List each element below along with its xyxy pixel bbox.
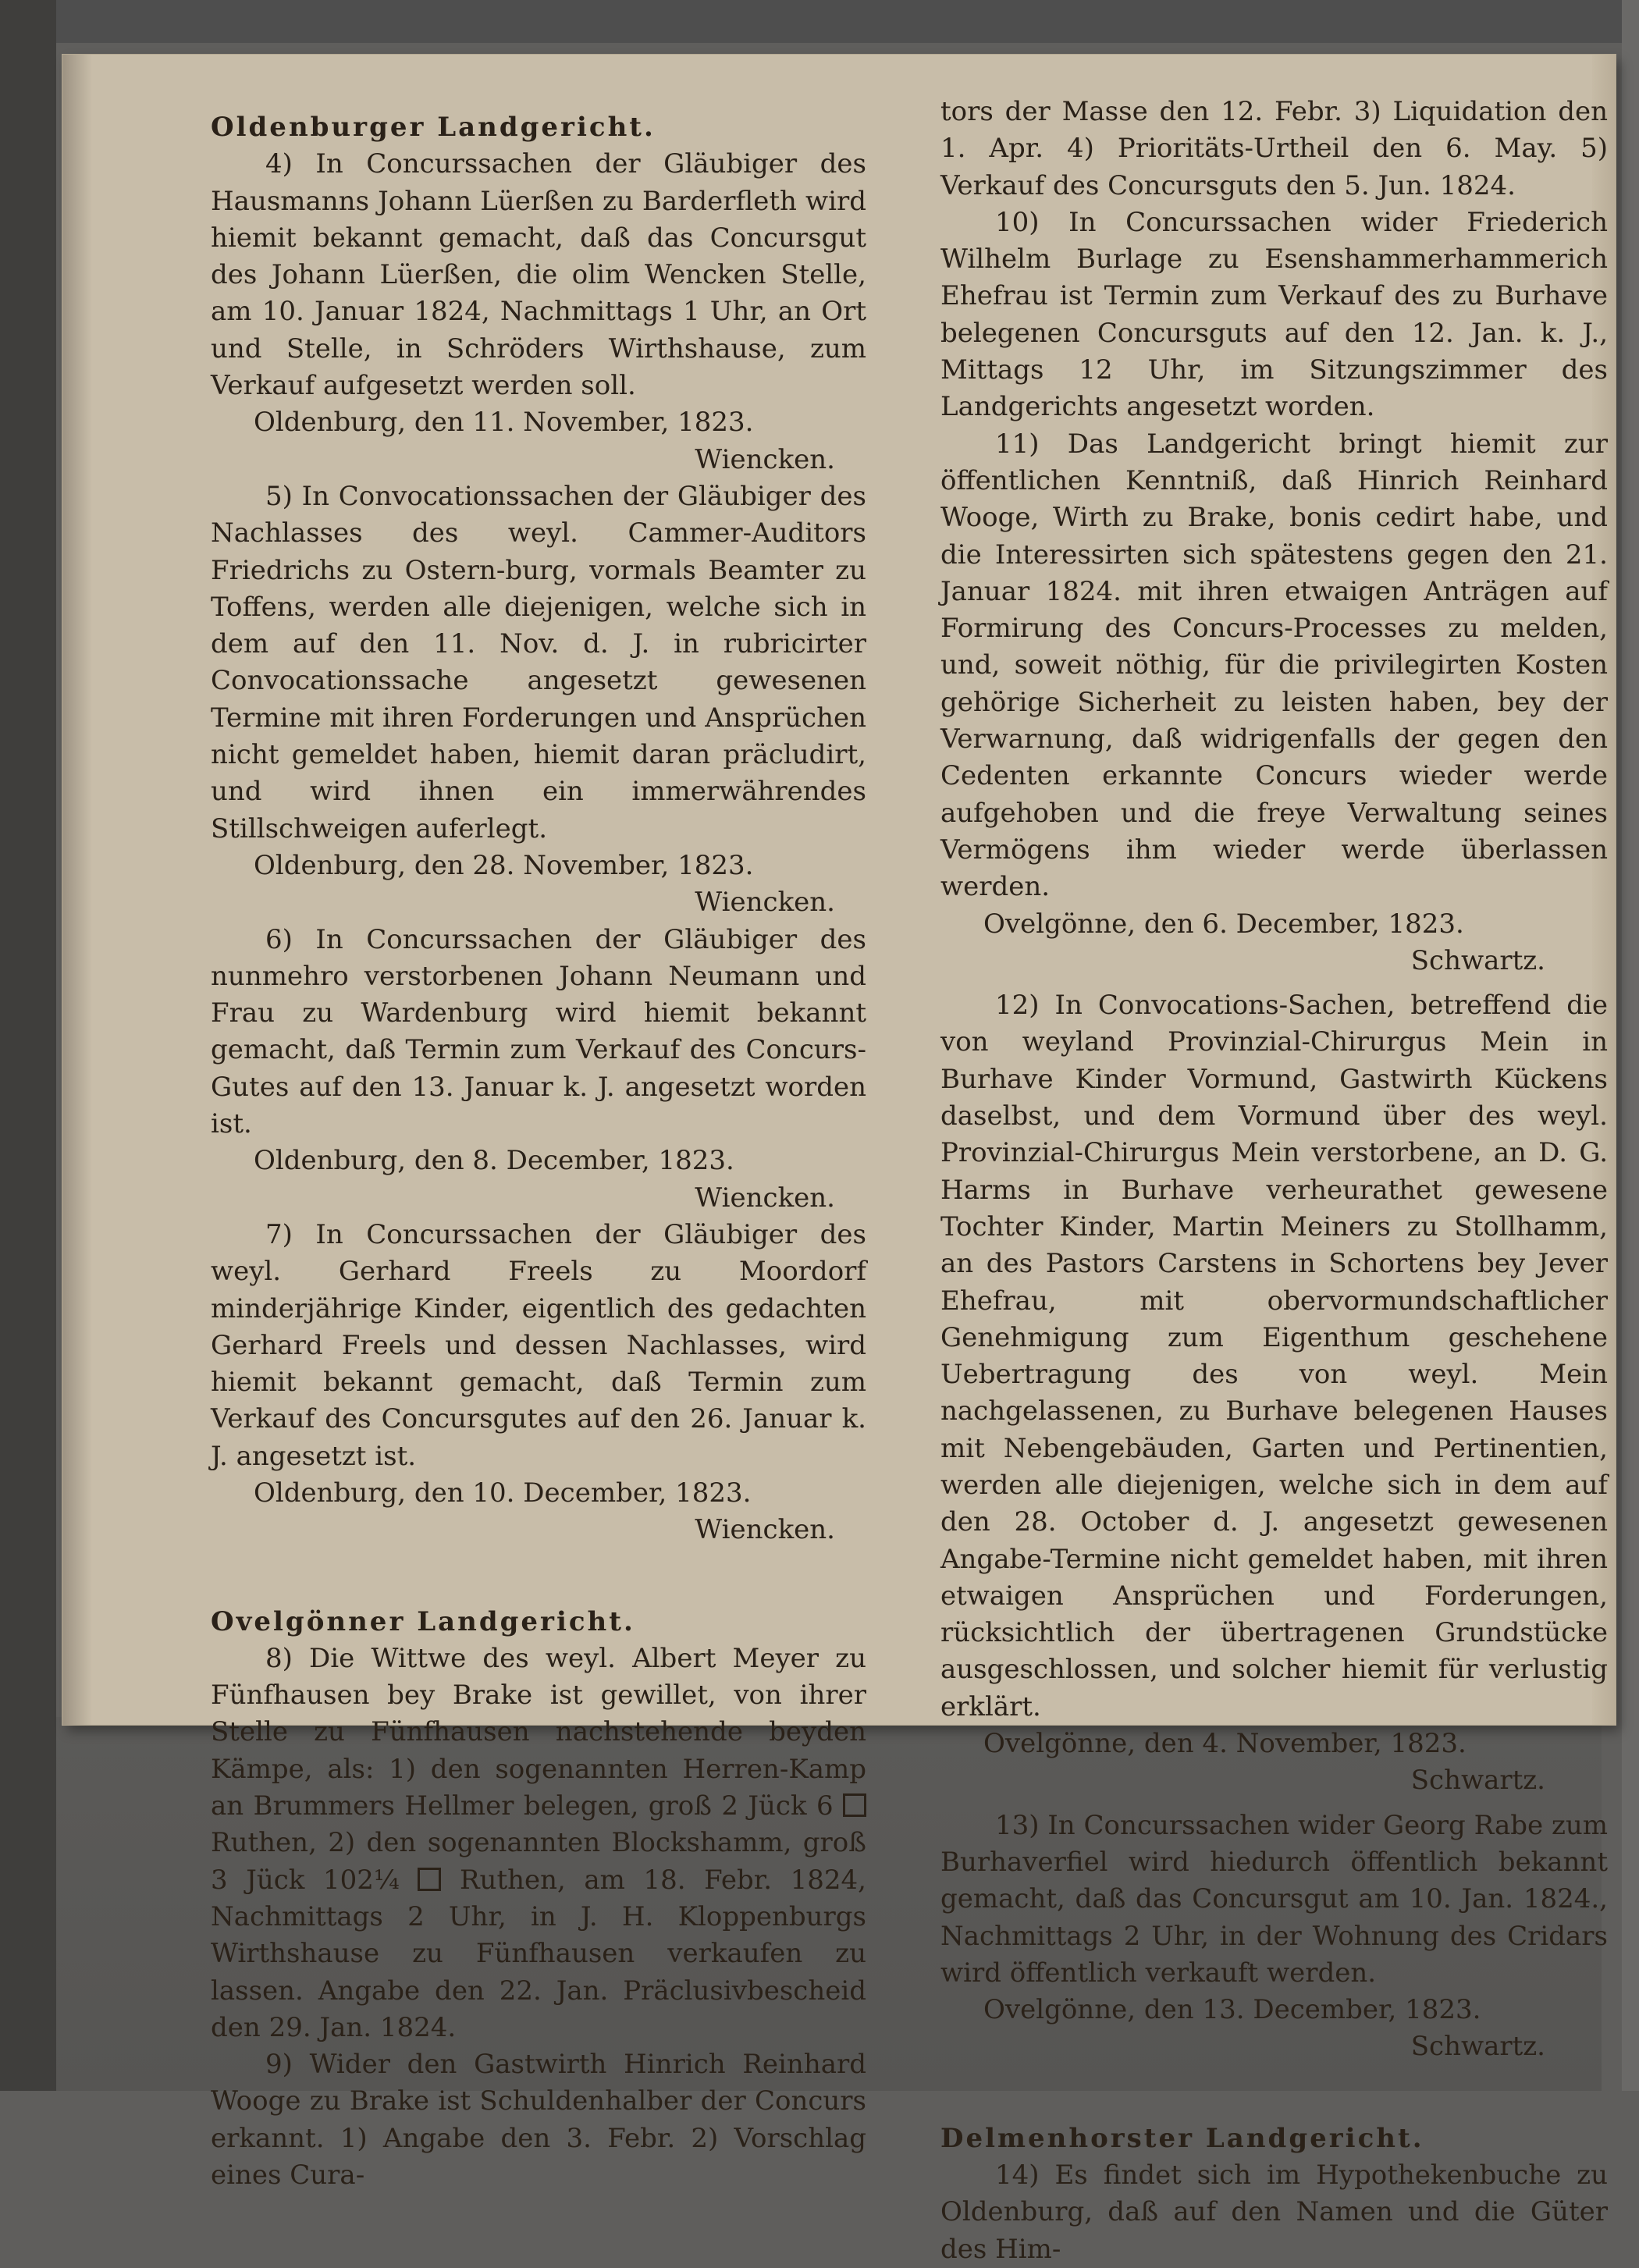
right-column: [940, 94, 1608, 2268]
left-column: [211, 109, 866, 2194]
notice-6: 6) In Concurssachen der Gläubiger des nunmehro verstorbenen Johann Neumann und Frau zu Wardenburg wird hiemit bekannt gemacht, daß Termin zum Verkauf des Concurs-Gutes auf den 13. Januar k. J. angesetzt worden ist.: [211, 923, 866, 1140]
section-heading-oldenburg: Oldenburger Landgericht.: [211, 112, 656, 143]
notice-8-part-b: Ruthen, 2) den sogenannten Blockshamm, groß 3 Jück 102¼: [211, 1827, 866, 1896]
notice-14: 14) Es findet sich im Hypothekenbuche zu Oldenburg, daß auf den Namen und die Güter des Him-: [940, 2160, 1608, 2265]
notice-13-signature: Schwartz.: [1410, 2031, 1545, 2063]
page-binding-shadow: [62, 55, 92, 1725]
section-heading-delmenhorst: Delmenhorster Landgericht.: [940, 2122, 1424, 2154]
notice-6-signature: Wiencken.: [695, 1182, 835, 1214]
notice-13: 13) In Concurssachen wider Georg Rabe zum Burhaverfiel wird hiedurch öffentlich bekannt gemacht, daß das Concursgut am 10. Jan. 1824., Nachmittags 2 Uhr, in der Wohnung des Cridars wird öffentlich verkauft werden.: [940, 1809, 1608, 1989]
square-rod-symbol: [843, 1793, 866, 1817]
section-heading-ovelgoenne: Ovelgönner Landgericht.: [211, 1605, 635, 1637]
notice-13-place-date: Ovelgönne, den 13. December, 1823.: [983, 1994, 1481, 2026]
notice-11: 11) Das Landgericht bringt hiemit zur öffentlichen Kenntniß, daß Hinrich Reinhard Wooge, Wirth zu Brake, bonis cedirt habe, und die Interessirten sich spätestens gegen den 21. Januar 1824. mit ihren etwaigen Anträgen auf Formirung des Concurs-Processes zu melden, und, soweit nöthig, für die privilegirten Kosten gehörige Sicherheit zu leisten haben, bey der Verwarnung, daß widrigenfalls der gegen den Cedenten erkannte Concurs wieder werde aufgehoben und die freye Verwaltung seines Vermögens ihm wieder werde überlassen werden.: [940, 428, 1608, 903]
square-rod-symbol: [418, 1868, 441, 1891]
notice-4-place-date: Oldenburg, den 11. November, 1823.: [254, 407, 754, 439]
notice-7-signature: Wiencken.: [695, 1514, 835, 1546]
notice-11-signature: Schwartz.: [1410, 944, 1545, 976]
notice-9-continued: tors der Masse den 12. Febr. 3) Liquidation den 1. Apr. 4) Prioritäts-Urtheil den 6. May. 5) Verkauf des Concursguts den 5. Jun. 1824.: [940, 96, 1608, 201]
notice-11-place-date: Ovelgönne, den 6. December, 1823.: [983, 908, 1464, 940]
notice-7: 7) In Concurssachen der Gläubiger des weyl. Gerhard Freels zu Moordorf minderjährige Kinder, eigentlich des gedachten Gerhard Freels und dessen Nachlasses, wird hiemit bekannt gemacht, daß Termin zum Verkauf des Concursgutes auf den 26. Januar k. J. angesetzt ist.: [211, 1218, 866, 1472]
notice-8-part-a: 8) Die Wittwe des weyl. Albert Meyer zu Fünfhausen bey Brake ist gewillet, von ihrer Stelle zu Fünfhausen nachstehende beyden Kämpe, als: 1) den sogenannten Herren-Kamp an Brummers Hellmer belegen, groß 2 Jück 6: [211, 1642, 866, 1822]
notice-8-part-c: Ruthen, am 18. Febr. 1824, Nachmittags 2 Uhr, in J. H. Kloppenburgs Wirthshause zu Fünfhausen verkaufen zu lassen. Angabe den 22. Jan. Präclusivbescheid den 29. Jan. 1824.: [211, 1864, 866, 2043]
notice-12: 12) In Convocations-Sachen, betreffend die von weyland Provinzial-Chirurgus Mein in Burhave Kinder Vormund, Gastwirth Kückens daselbst, und dem Vormund über des weyl. Provinzial-Chirurgus Mein verstorbene, an D. G. Harms in Burhave verheurathet gewesene Tochter Kinder, Martin Meiners zu Stollhamm, an des Pastors Carstens in Schortens bey Jever Ehefrau, mit obervormundschaftlicher Genehmigung zum Eigenthum geschehene Uebertragung des von weyl. Mein nachgelassenen, zu Burhave belegenen Hauses mit Nebengebäuden, Garten und Pertinentien, werden alle diejenigen, welche sich in dem auf den 28. October d. J. angesetzt gewesenen Angabe-Termine nicht gemeldet haben, mit ihren etwaigen Ansprüchen und Forderungen, rücksichtlich der übertragenen Grundstücke ausgeschlossen, und solcher hiemit für verlustig erklärt.: [940, 990, 1608, 1722]
notice-12-signature: Schwartz.: [1410, 1765, 1545, 1797]
notice-6-place-date: Oldenburg, den 8. December, 1823.: [254, 1145, 734, 1177]
notice-12-place-date: Ovelgönne, den 4. November, 1823.: [983, 1728, 1467, 1760]
notice-4: 4) In Concurssachen der Gläubiger des Hausmanns Johann Lüerßen zu Barderfleth wird hiemit bekannt gemacht, daß das Concursgut des Johann Lüerßen, die olim Wencken Stelle, am 10. Januar 1824, Nachmittags 1 Uhr, an Ort und Stelle, in Schröders Wirthshause, zum Verkauf aufgesetzt werden soll.: [211, 148, 866, 402]
scan-background-top: [0, 0, 1639, 43]
notice-5-place-date: Oldenburg, den 28. November, 1823.: [254, 849, 754, 881]
notice-10: 10) In Concurssachen wider Friederich Wilhelm Burlage zu Esenshammerhammerich Ehefrau ist Termin zum Verkauf des zu Burhave belegenen Concursguts auf den 12. Jan. k. J., Mittags 12 Uhr, im Sitzungszimmer des Landgerichts angesetzt worden.: [940, 206, 1608, 423]
notice-5: 5) In Convocationssachen der Gläubiger des Nachlasses des weyl. Cammer-Auditors Friedrichs zu Ostern-burg, vormals Beamter zu Toffens, werden alle diejenigen, welche sich in dem auf den 11. Nov. d. J. in rubricirter Convocationssache angesetzt gewesenen Termine mit ihren Forderungen und Ansprüchen nicht gemeldet haben, hiemit daran präcludirt, und wird ihnen ein immerwährendes Stillschweigen auferlegt.: [211, 480, 866, 844]
notice-5-signature: Wiencken.: [695, 887, 835, 919]
scan-background-left: [0, 0, 56, 2091]
notice-8: [211, 1641, 866, 2046]
notice-9: 9) Wider den Gastwirth Hinrich Reinhard Wooge zu Brake ist Schuldenhalber der Concurs erkannt. 1) Angabe den 3. Febr. 2) Vorschlag eines Cura-: [211, 2049, 866, 2192]
notice-4-signature: Wiencken.: [695, 443, 835, 475]
notice-7-place-date: Oldenburg, den 10. December, 1823.: [254, 1477, 752, 1509]
scan-background-right: [1622, 0, 1639, 2091]
